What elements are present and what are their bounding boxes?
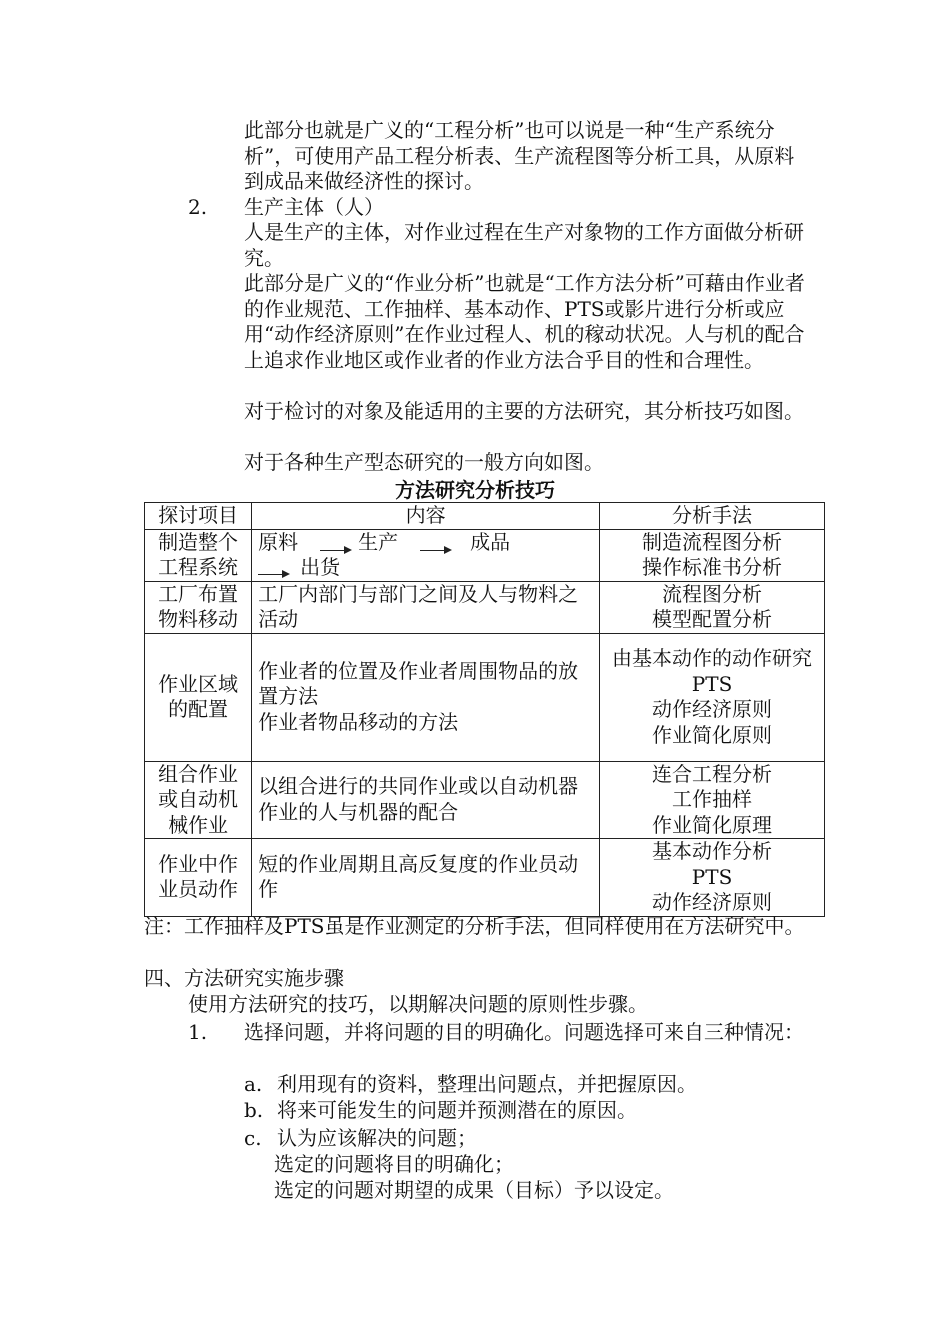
method-line: 工作抽样 [672, 787, 753, 811]
item-c-text: 认为应该解决的问题； [277, 1126, 477, 1150]
method-line: 制造流程图分析 [642, 529, 783, 554]
method-line: 连合工程分析 [652, 761, 773, 786]
item-c-line-2: 选定的问题将目的明确化； [274, 1152, 514, 1176]
step-1-text: 选择问题，并将问题的目的明确化。问题选择可来自三种情况： [244, 1020, 804, 1044]
method-line: 由基本动作的动作研究 [612, 646, 813, 670]
method-line: 动作经济原则 [652, 697, 773, 721]
row3-content [252, 633, 600, 761]
header-item: 探讨项目 [145, 503, 252, 530]
table-note: 注：工作抽样及PTS虽是作业测定的分析手法，但同样使用在方法研究中。 [144, 914, 805, 938]
flow-shipment: 出货 [300, 554, 341, 579]
methods-table [144, 502, 825, 917]
intro-paragraph-3: 此部分是广义的“作业分析”也就是“工作方法分析”可藉由作业者的作业规范、工作抽样、基本动作、PTS或影片进行分析或应用“动作经济原则”在作业过程人、机的稼动状况。人与机的配合上追求作业地区或作业者的作业方法合乎目的性和合理性。 [244, 271, 805, 372]
method-line: 基本动作分析 [652, 839, 773, 863]
section-4-intro: 使用方法研究的技巧，以期解决问题的原则性步骤。 [188, 992, 648, 1016]
item-a-text: 利用现有的资料，整理出问题点，并把握原因。 [277, 1072, 697, 1096]
method-line: PTS [691, 671, 733, 696]
method-line: 作业简化原理 [652, 812, 773, 837]
intro-paragraph-4: 对于检讨的对象及能适用的主要的方法研究，其分析技巧如图。 [244, 399, 804, 423]
table-title: 方法研究分析技巧 [395, 478, 555, 502]
header-methods: 分析手法 [600, 503, 825, 530]
step-1-number: 1. [188, 1020, 208, 1044]
table-header-row [145, 503, 825, 530]
method-line: 操作标准书分析 [642, 555, 783, 579]
row5-content: 短的作业周期且高反复度的作业员动作 [252, 839, 600, 917]
flow-arrow-icon [258, 574, 288, 575]
intro-paragraph-5: 对于各种生产型态研究的一般方向如图。 [244, 450, 604, 474]
item-2-title: 生产主体（人） [244, 195, 384, 219]
content-line: 作业者物品移动的方法 [258, 709, 459, 734]
production-flow [258, 530, 593, 581]
section-4-heading: 四、方法研究实施步骤 [144, 966, 344, 990]
row1-item: 制造整个工程系统 [145, 529, 252, 581]
method-line: 模型配置分析 [652, 607, 773, 631]
item-a-label: a. [244, 1072, 263, 1096]
method-line: 流程图分析 [662, 581, 763, 606]
intro-paragraph-1: 此部分也就是广义的“工程分析”也可以说是一种“生产系统分析”，可使用产品工程分析表、生产流程图等分析工具，从原料到成品来做经济性的探讨。 [244, 118, 795, 193]
row1-content [252, 529, 600, 581]
item-b-text: 将来可能发生的问题并预测潜在的原因。 [277, 1098, 637, 1122]
method-line: 动作经济原则 [652, 890, 773, 914]
flow-product: 成品 [470, 529, 511, 554]
row2-methods [600, 581, 825, 633]
row4-methods [600, 761, 825, 839]
method-line: PTS [691, 864, 733, 889]
row3-item: 作业区域的配置 [145, 633, 252, 761]
row5-item: 作业中作业员动作 [145, 839, 252, 917]
table-row [145, 581, 825, 633]
item-2-number: 2. [188, 195, 208, 219]
row2-item: 工厂布置物料移动 [145, 581, 252, 633]
item-c-line-3: 选定的问题对期望的成果（目标）予以设定。 [274, 1178, 674, 1202]
table-row [145, 761, 825, 839]
row4-content: 以组合进行的共同作业或以自动机器作业的人与机器的配合 [252, 761, 600, 839]
header-content: 内容 [252, 503, 600, 530]
flow-arrow-icon [320, 550, 350, 551]
row1-methods [600, 529, 825, 581]
flow-raw-material: 原料 [258, 529, 299, 554]
content-line: 作业者的位置及作业者周围物品的放置方法 [258, 658, 579, 709]
item-b-label: b. [244, 1098, 264, 1122]
method-line: 作业简化原则 [652, 722, 773, 747]
table-row [145, 839, 825, 917]
intro-paragraph-2: 人是生产的主体，对作业过程在生产对象物的工作方面做分析研究。 [244, 220, 804, 270]
item-c-label: c. [244, 1126, 262, 1150]
table-row [145, 529, 825, 581]
row2-content: 工厂内部门与部门之间及人与物料之活动 [252, 581, 600, 633]
row4-item: 组合作业或自动机械作业 [145, 761, 252, 839]
row3-methods [600, 633, 825, 761]
row5-methods [600, 839, 825, 917]
flow-arrow-icon [420, 550, 450, 551]
table-row [145, 633, 825, 761]
flow-production: 生产 [358, 529, 399, 554]
